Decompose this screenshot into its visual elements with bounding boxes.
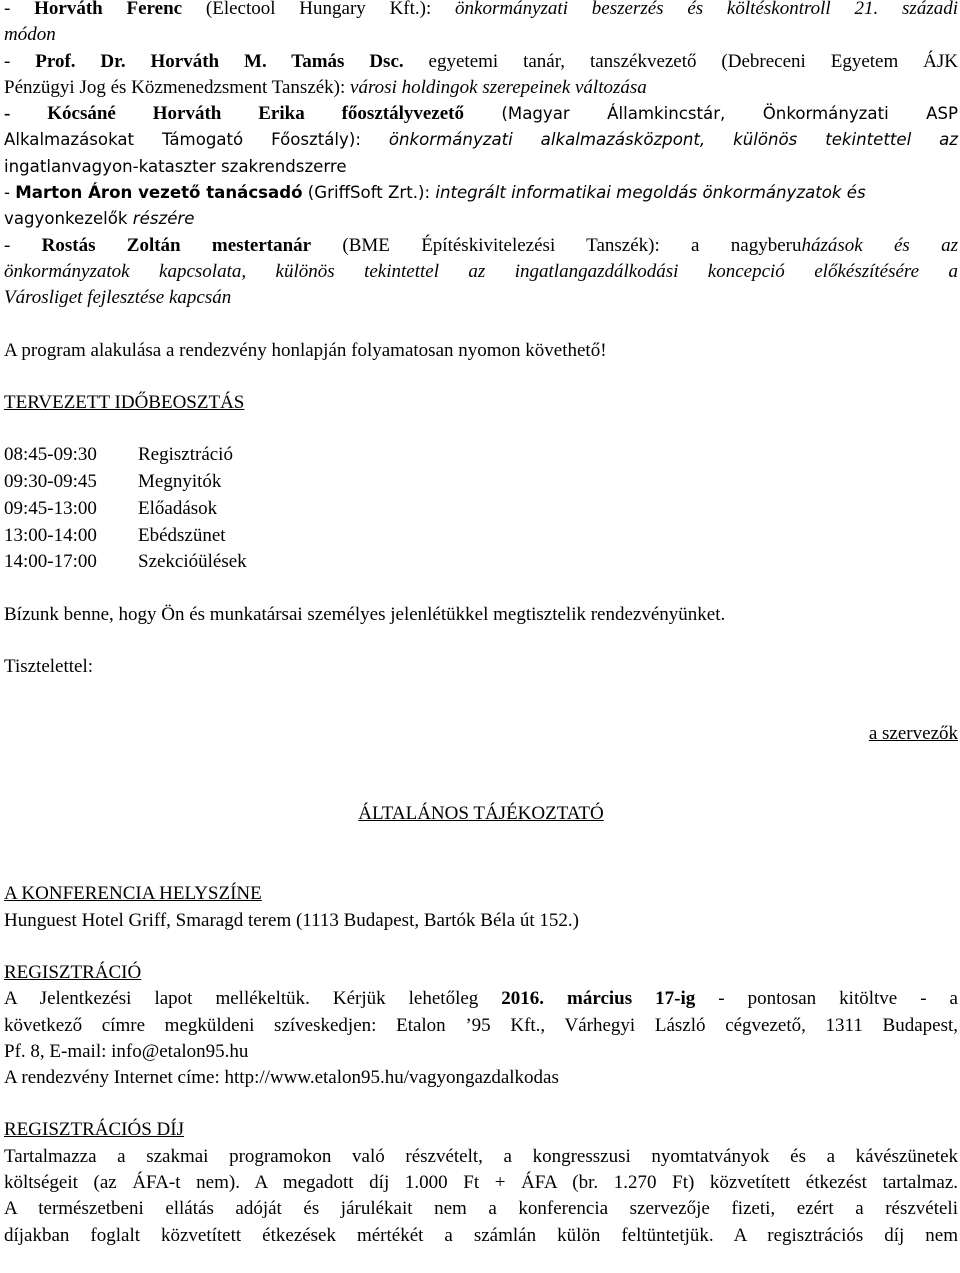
signature: a szervezők <box>868 722 958 744</box>
speaker-entry-rostas: - Rostás Zoltán mestertanár (BME Építéskivitelezési Tanszék): a nagyberuházások és az önkormányzatok kapcsolata, különös tekintettel az ingatlangazdálkodási koncepció előkészítésére a Városliget fejlesztése kapcsán <box>4 234 959 309</box>
invite-text: Bízunk benne, hogy Ön és munkatársai személyes jelenlétükkel megtisztelik rendezvényünket. <box>4 604 726 626</box>
schedule-row <box>4 523 958 550</box>
general-info-title: ÁLTALÁNOS TÁJÉKOZTATÓ <box>358 803 604 825</box>
speaker-topic: házások és az <box>801 234 959 256</box>
schedule-item: Regisztráció <box>138 444 233 466</box>
schedule-table <box>4 442 958 576</box>
speaker-name: Rostás Zoltán mestertanár <box>41 234 312 256</box>
registration-line2: következő címre megküldeni szíveskedjen: Etalon ’95 Kft., Várhegyi László cégvezető, 1311 Budapest, <box>4 1014 958 1036</box>
registration-website: A rendezvény Internet címe: http://www.etalon95.hu/vagyongazdalkodas <box>4 1067 559 1089</box>
schedule-heading: TERVEZETT IDŐBEOSZTÁS <box>4 391 245 413</box>
fee-line: költségeit (az ÁFA-t nem). A megadott díj 1.000 Ft + ÁFA (br. 1.270 Ft) közvetített étkezést tartalmaz. <box>4 1172 958 1193</box>
speaker-entry-horvath-ferenc: - Horváth Ferenc (Electool Hungary Kft.): önkormányzati beszerzés és költéskontroll 21. századi módon <box>4 0 958 46</box>
fee-line: Tartalmazza a szakmai programokon való részvételt, a kongresszusi nyomtatványok és a kávészünetek <box>4 1145 958 1167</box>
venue-text: Hunguest Hotel Griff, Smaragd terem (1113 Budapest, Bartók Béla út 152.) <box>4 909 579 931</box>
schedule-item: Ebédszünet <box>138 524 226 546</box>
speaker-topic: integrált informatikai megoldás önkormányzatok és <box>435 183 866 203</box>
document-page <box>4 0 958 1249</box>
speaker-topic: városi holdingok szerepeinek változása <box>350 76 647 98</box>
schedule-time: 14:00-17:00 <box>4 551 97 573</box>
fee-line: A természetbeni ellátás adóját és járulékait nem a konferencia szervezője fizeti, ezért a részvételi <box>4 1198 958 1220</box>
speaker-name: Prof. Dr. Horváth M. Tamás Dsc. <box>35 50 404 72</box>
schedule-row <box>4 469 958 496</box>
fee-line: díjakban foglalt közvetített étkezések mértékét a számlán külön feltüntetjük. A regisztrációs díj nem <box>4 1224 958 1246</box>
schedule-time: 13:00-14:00 <box>4 524 97 546</box>
speaker-name: Marton Áron vezető tanácsadó <box>15 183 303 203</box>
greeting-text: Tisztelettel: <box>4 656 94 678</box>
schedule-item: Előadások <box>138 497 218 519</box>
schedule-time: 09:45-13:00 <box>4 497 97 519</box>
speaker-topic: önkormányzati alkalmazásközpont, különös tekintettel az <box>388 130 959 150</box>
speaker-entry-horvath-tamas: - Prof. Dr. Horváth M. Tamás Dsc. egyetemi tanár, tanszékvezető (Debreceni Egyetem ÁJK Pénzügyi Jog és Közmenedzsment Tanszék): városi holdingok szerepeinek változása <box>4 50 959 98</box>
speaker-name: Kócsáné Horváth Erika főosztályvezető <box>47 103 464 125</box>
speaker-name: Horváth Ferenc <box>34 0 183 19</box>
program-note: A program alakulása a rendezvény honlapján folyamatosan nyomon követhető! <box>4 339 607 361</box>
speaker-entry-marton: - Marton Áron vezető tanácsadó (GriffSoft Zrt.): integrált informatikai megoldás önkormányzatok és vagyonkezelők részére <box>4 183 866 229</box>
speaker-topic: önkormányzati beszerzés és költéskontroll 21. századi <box>455 0 958 19</box>
schedule-item: Megnyitók <box>138 470 222 492</box>
registration-deadline: 2016. március 17-ig <box>501 988 696 1010</box>
registration-email: Pf. 8, E-mail: info@etalon95.hu <box>4 1040 249 1062</box>
schedule-row <box>4 496 958 523</box>
speaker-entry-kocsane: - Kócsáné Horváth Erika főosztályvezető (Magyar Államkincstár, Önkormányzati ASP Alkalmazásokat Támogató Főosztály): önkormányzati alkalmazásközpont, különös tekintettel az ingatlanvagyon-kataszter szakrendszerre <box>4 103 959 176</box>
registration-line1: A Jelentkezési lapot mellékeltük. Kérjük lehetőleg 2016. március 17-ig - pontosan kitöltve - a <box>4 988 958 1010</box>
schedule-time: 08:45-09:30 <box>4 444 97 466</box>
schedule-row <box>4 549 958 576</box>
schedule-item: Szekcióülések <box>138 551 247 573</box>
fee-heading: REGISZTRÁCIÓS DÍJ <box>4 1119 184 1141</box>
schedule-time: 09:30-09:45 <box>4 470 97 492</box>
schedule-row <box>4 442 958 469</box>
venue-heading: A KONFERENCIA HELYSZÍNE <box>4 883 262 905</box>
registration-heading: REGISZTRÁCIÓ <box>4 961 142 983</box>
